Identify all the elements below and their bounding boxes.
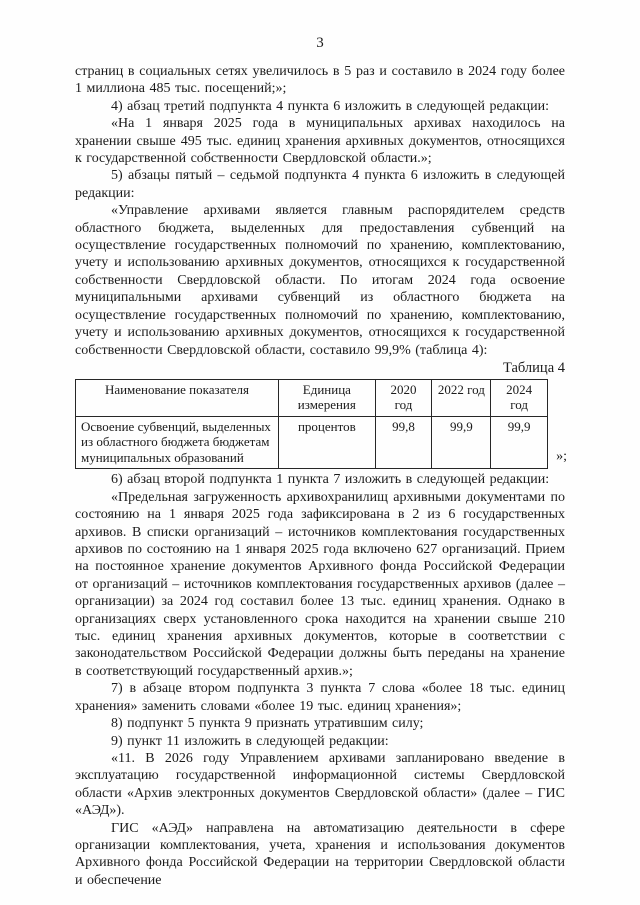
header-cell-2020: 2020 год	[375, 379, 432, 416]
table-row	[76, 416, 548, 469]
subventions-table	[75, 379, 548, 470]
table-wrapper	[75, 379, 565, 470]
paragraph-quote-subventions: «Управление архивами является главным распорядителем средств областного бюджета, выделенных для предоставления субвенций на осуществление государственных полномочий по хранению, комплектованию, учету и использованию архивных документов, относящихся к государственной собственности Свердловской области. По итогам 2024 года освоение муниципальными архивами субвенций из областного бюджета на осуществление государственных полномочий по хранению, комплектованию, учету и использованию архивных документов, относящихся к государственной собственности Свердловской области, составило 99,9% (таблица 4):	[75, 203, 565, 358]
row-value-2024: 99,9	[491, 416, 548, 469]
header-cell-unit: Единица измерения	[278, 379, 375, 416]
paragraph-item-6: 6) абзац второй подпункта 1 пункта 7 изложить в следующей редакции:	[111, 472, 550, 488]
paragraph-item-9: 9) пункт 11 изложить в следующей редакции:	[111, 733, 389, 749]
document-body	[75, 63, 565, 889]
row-value-2022: 99,9	[432, 416, 491, 469]
row-unit: процентов	[278, 416, 375, 469]
header-cell-2022: 2022 год	[432, 379, 491, 416]
paragraph-quote-gis-intro: «11. В 2026 году Управлением архивами запланировано введение в эксплуатацию государственной информационной системы Свердловской области «Архив электронных документов Свердловской области» (далее – ГИС «АЭД»).	[75, 750, 565, 819]
paragraph-item-4: 4) абзац третий подпункта 4 пункта 6 изложить в следующей редакции:	[111, 98, 550, 114]
quote-closing-mark: »;	[556, 449, 567, 465]
row-indicator-name: Освоение субвенций, выделенных из областного бюджета бюджетам муниципальных образований	[76, 416, 279, 469]
table-4-block	[75, 360, 565, 470]
table-header-row	[76, 379, 548, 416]
row-value-2020: 99,8	[375, 416, 432, 469]
paragraph-gis-purpose: ГИС «АЭД» направлена на автоматизацию деятельности в сфере организации комплектования, учета, хранения и использования документов Архивного фонда Российской Федерации на территории Свердловской области и обеспечение	[75, 820, 565, 888]
paragraph-item-5: 5) абзацы пятый – седьмой подпункта 4 пункта 6 изложить в следующей редакции:	[75, 168, 565, 201]
page-number: 3	[316, 35, 324, 51]
paragraph-continuation: страниц в социальных сетях увеличилось в 5 раз и составило в 2024 году более 1 миллиона 485 тыс. посещений;»;	[75, 64, 565, 97]
header-cell-indicator: Наименование показателя	[76, 379, 279, 416]
paragraph-quote-capacity: «Предельная загруженность архивохранилищ архивными документами по состоянию на 1 января 2025 года зафиксирована в 2 из 6 государственных архивов. В списки организаций – источников комплектования государственных архивов по состоянию на 1 января 2025 года включено 627 организаций. Прием на постоянное хранение документов Архивного фонда Российской Федерации от организаций – источников комплектования государственных архивов (далее – организации) за 2024 год составил более 13 тыс. единиц хранения. Однако в организациях сверх установленного срока находится на хранении свыше 210 тыс. единиц хранения архивных документов, которые в соответствии с законодательством Российской Федерации должны быть переданы на хранение в соответствующий государственный архив.»;	[75, 489, 565, 679]
paragraph-item-7: 7) в абзаце втором подпункта 3 пункта 7 слова «более 18 тыс. единиц хранения» заменить словами «более 19 тыс. единиц хранения»;	[75, 681, 565, 714]
table-caption: Таблица 4	[502, 359, 565, 376]
paragraph-quote-storage: «На 1 января 2025 года в муниципальных архивах находилось на хранении свыше 495 тыс. единиц хранения архивных документов, относящихся к государственной собственности Свердловской области.»;	[75, 116, 565, 167]
header-cell-2024: 2024 год	[491, 379, 548, 416]
paragraph-item-8: 8) подпункт 5 пункта 9 признать утратившим силу;	[111, 716, 424, 732]
